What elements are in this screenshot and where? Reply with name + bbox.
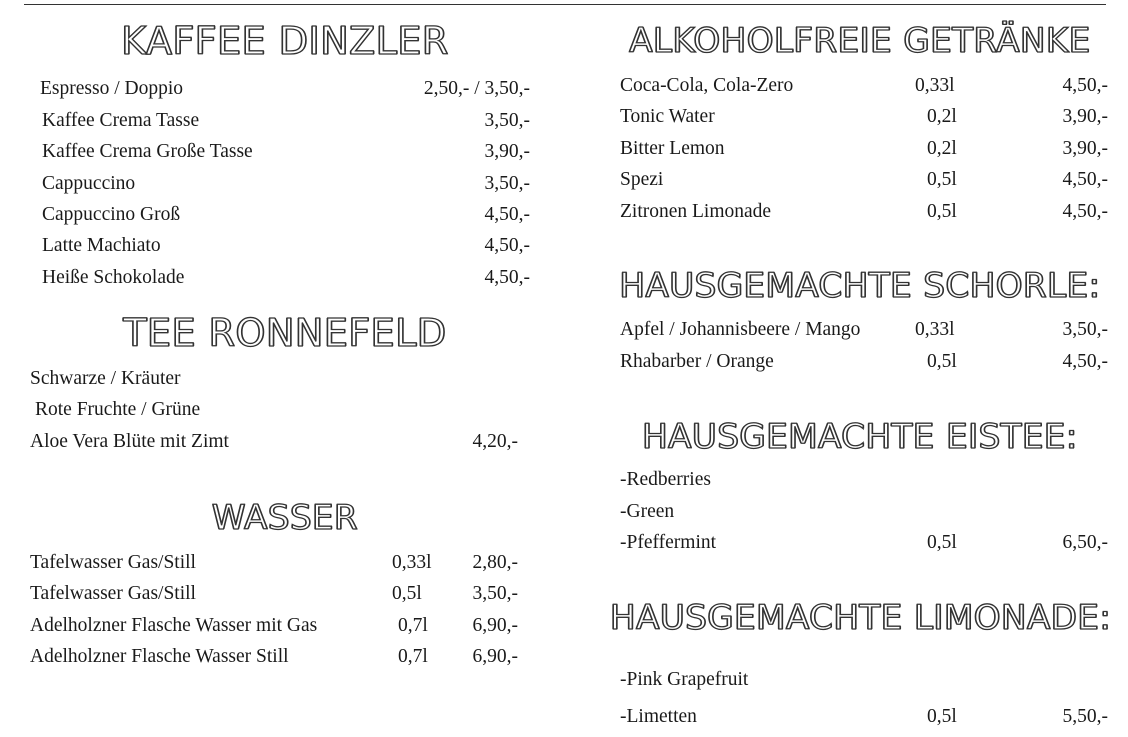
heading-wasser: WASSER xyxy=(211,498,359,538)
alkoholfrei-item-name: Bitter Lemon xyxy=(620,138,725,159)
eistee-flavor: -Redberries xyxy=(620,469,711,490)
alkoholfrei-item-name: Coca-Cola, Cola-Zero xyxy=(620,75,794,96)
wasser-item-price: 6,90,- xyxy=(472,615,518,636)
wasser-item-price: 3,50,- xyxy=(472,583,518,604)
limonade-price: 5,50,- xyxy=(1062,706,1108,727)
eistee-price: 6,50,- xyxy=(1062,532,1108,553)
kaffee-item-price: 4,50,- xyxy=(484,235,530,256)
kaffee-item-price: 3,50,- xyxy=(484,110,530,131)
wasser-item-price: 2,80,- xyxy=(472,552,518,573)
wasser-item-size: 0,7l xyxy=(398,615,428,636)
kaffee-item-price: 4,50,- xyxy=(484,204,530,225)
kaffee-item-price: 4,50,- xyxy=(484,267,530,288)
schorle-item-price: 4,50,- xyxy=(1062,351,1108,372)
heading-schorle: HAUSGEMACHTE SCHORLE: xyxy=(619,266,1101,306)
alkoholfrei-item-price: 4,50,- xyxy=(1062,75,1108,96)
kaffee-item-name: Cappuccino Groß xyxy=(42,204,181,225)
alkoholfrei-item-name: Spezi xyxy=(620,169,664,190)
heading-tee: TEE RONNEFELD xyxy=(123,311,447,355)
eistee-flavor: -Pfeffermint xyxy=(620,532,717,553)
wasser-item-size: 0,7l xyxy=(398,646,428,667)
tee-line: Schwarze / Kräuter xyxy=(30,368,181,389)
heading-alkoholfrei: ALKOHOLFREIE GETRÄNKE xyxy=(629,21,1091,61)
schorle-item-name: Rhabarber / Orange xyxy=(620,351,774,372)
alkoholfrei-item-price: 4,50,- xyxy=(1062,201,1108,222)
kaffee-item-name: Heiße Schokolade xyxy=(42,267,185,288)
limonade-flavor: -Pink Grapefruit xyxy=(620,669,749,690)
alkoholfrei-item-name: Zitronen Limonade xyxy=(620,201,772,222)
limonade-size: 0,5l xyxy=(927,706,957,727)
eistee-size: 0,5l xyxy=(927,532,957,553)
wasser-item-name: Adelholzner Flasche Wasser Still xyxy=(30,646,289,667)
kaffee-item-name: Kaffee Crema Große Tasse xyxy=(42,141,253,162)
wasser-item-name: Adelholzner Flasche Wasser mit Gas xyxy=(30,615,318,636)
kaffee-item-name: Latte Machiato xyxy=(42,235,161,256)
schorle-item-size: 0,5l xyxy=(927,351,957,372)
tee-line: Rote Fruchte / Grüne xyxy=(35,399,201,420)
alkoholfrei-item-size: 0,2l xyxy=(927,138,957,159)
alkoholfrei-item-name: Tonic Water xyxy=(620,106,715,127)
kaffee-item-name: Kaffee Crema Tasse xyxy=(42,110,200,131)
heading-kaffee: KAFFEE DINZLER xyxy=(121,19,449,63)
kaffee-item-price: 3,50,- xyxy=(484,173,530,194)
tee-price: 4,20,- xyxy=(472,431,518,452)
wasser-item-size: 0,33l xyxy=(392,552,432,573)
wasser-item-size: 0,5l xyxy=(392,583,422,604)
wasser-item-price: 6,90,- xyxy=(472,646,518,667)
alkoholfrei-item-size: 0,5l xyxy=(927,201,957,222)
eistee-flavor: -Green xyxy=(620,501,675,522)
alkoholfrei-item-size: 0,2l xyxy=(927,106,957,127)
kaffee-item-name: Cappuccino xyxy=(42,173,136,194)
schorle-item-price: 3,50,- xyxy=(1062,319,1108,340)
schorle-item-size: 0,33l xyxy=(915,319,955,340)
tee-line: Aloe Vera Blüte mit Zimt xyxy=(30,431,229,452)
kaffee-item-name: Espresso / Doppio xyxy=(40,78,183,99)
wasser-item-name: Tafelwasser Gas/Still xyxy=(30,552,196,573)
heading-limonade: HAUSGEMACHTE LIMONADE: xyxy=(610,598,1112,638)
alkoholfrei-item-price: 3,90,- xyxy=(1062,138,1108,159)
kaffee-item-price: 2,50,- / 3,50,- xyxy=(423,78,530,99)
kaffee-item-price: 3,90,- xyxy=(484,141,530,162)
schorle-item-name: Apfel / Johannisbeere / Mango xyxy=(620,319,861,340)
alkoholfrei-item-size: 0,33l xyxy=(915,75,955,96)
wasser-item-name: Tafelwasser Gas/Still xyxy=(30,583,196,604)
alkoholfrei-item-size: 0,5l xyxy=(927,169,957,190)
limonade-flavor: -Limetten xyxy=(620,706,697,727)
alkoholfrei-item-price: 4,50,- xyxy=(1062,169,1108,190)
top-divider-line xyxy=(24,4,1106,5)
alkoholfrei-item-price: 3,90,- xyxy=(1062,106,1108,127)
heading-eistee: HAUSGEMACHTE EISTEE: xyxy=(642,417,1078,457)
